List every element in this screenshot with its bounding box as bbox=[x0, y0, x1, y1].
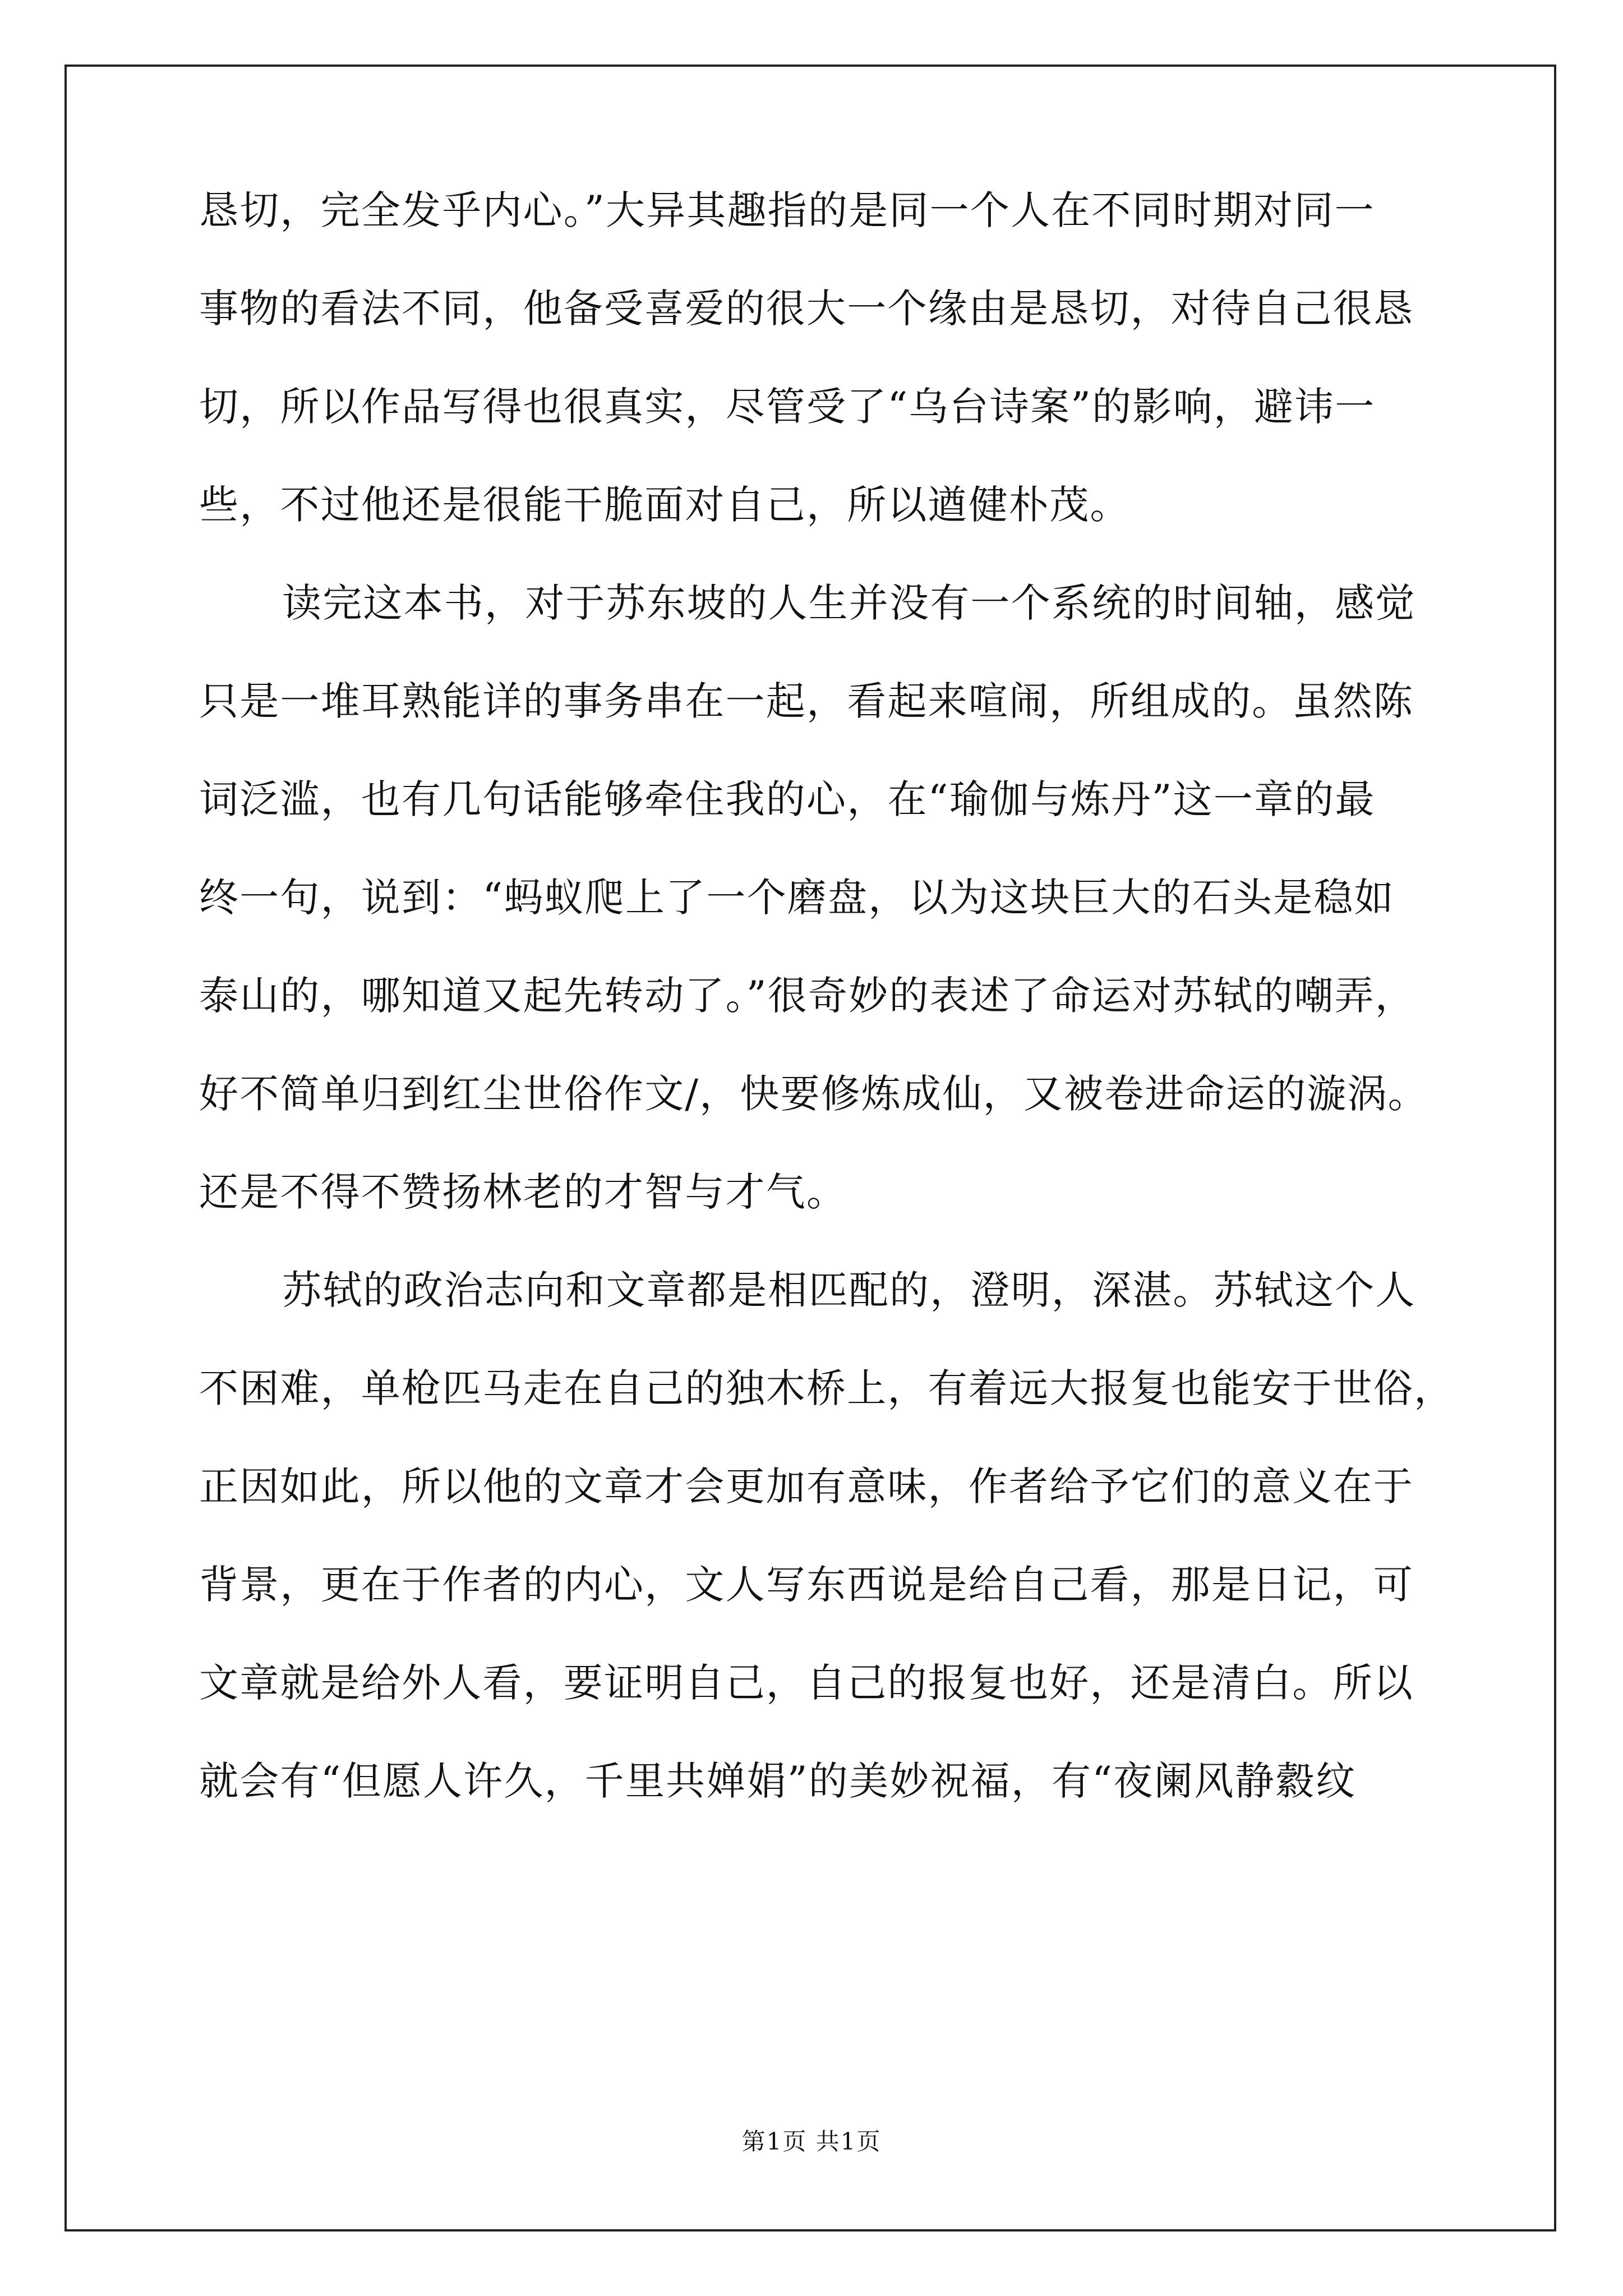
document-body bbox=[199, 187, 1455, 1860]
text-line-10: 好不简单归到红尘世俗作文/，快要修炼成仙，又被卷进命运的漩涡。 bbox=[199, 1071, 1428, 1117]
text-line-12: 苏轼的政治志向和文章都是相匹配的，澄明，深湛。苏轼这个人 bbox=[282, 1267, 1416, 1313]
text-line-13: 不困难，单枪匹马走在自己的独木桥上，有着远大报复也能安于世俗， bbox=[199, 1365, 1455, 1411]
text-line-9: 泰山的，哪知道又起先转动了。”很奇妙的表述了命运对苏轼的嘲弄， bbox=[199, 973, 1415, 1019]
text-line-5: 读完这本书，对于苏东坡的人生并没有一个系统的时间轴，感觉 bbox=[282, 580, 1416, 626]
text-line-1: 恳切，完全发乎内心。”大异其趣指的是同一个人在不同时期对同一 bbox=[199, 187, 1375, 233]
text-line-16: 文章就是给外人看，要证明自己，自己的报复也好，还是清白。所以 bbox=[199, 1660, 1414, 1706]
page-number-footer: 第1页 共1页 bbox=[741, 2128, 882, 2155]
text-line-2: 事物的看法不同，他备受喜爱的很大一个缘由是恳切，对待自己很恳 bbox=[199, 286, 1414, 332]
text-line-14: 正因如此，所以他的文章才会更加有意味，作者给予它们的意义在于 bbox=[199, 1464, 1414, 1510]
text-line-8: 终一句，说到：“蚂蚁爬上了一个磨盘，以为这块巨大的石头是稳如 bbox=[199, 875, 1395, 921]
text-line-6: 只是一堆耳熟能详的事务串在一起，看起来喧闹，所组成的。虽然陈 bbox=[199, 678, 1414, 724]
text-line-15: 背景，更在于作者的内心，文人写东西说是给自己看，那是日记，可 bbox=[199, 1562, 1414, 1608]
text-line-3: 切，所以作品写得也很真实，尽管受了“乌台诗案”的影响，避讳一 bbox=[199, 384, 1376, 430]
text-line-7: 词泛滥，也有几句话能够牵住我的心，在“瑜伽与炼丹”这一章的最 bbox=[199, 776, 1376, 822]
text-line-11: 还是不得不赞扬林老的才智与才气。 bbox=[199, 1169, 847, 1215]
text-line-17: 就会有“但愿人许久，千里共婵娟”的美妙祝福，有“夜阑风静縠纹 bbox=[199, 1758, 1357, 1804]
text-line-4: 些，不过他还是很能干脆面对自己，所以遒健朴茂。 bbox=[199, 482, 1131, 528]
